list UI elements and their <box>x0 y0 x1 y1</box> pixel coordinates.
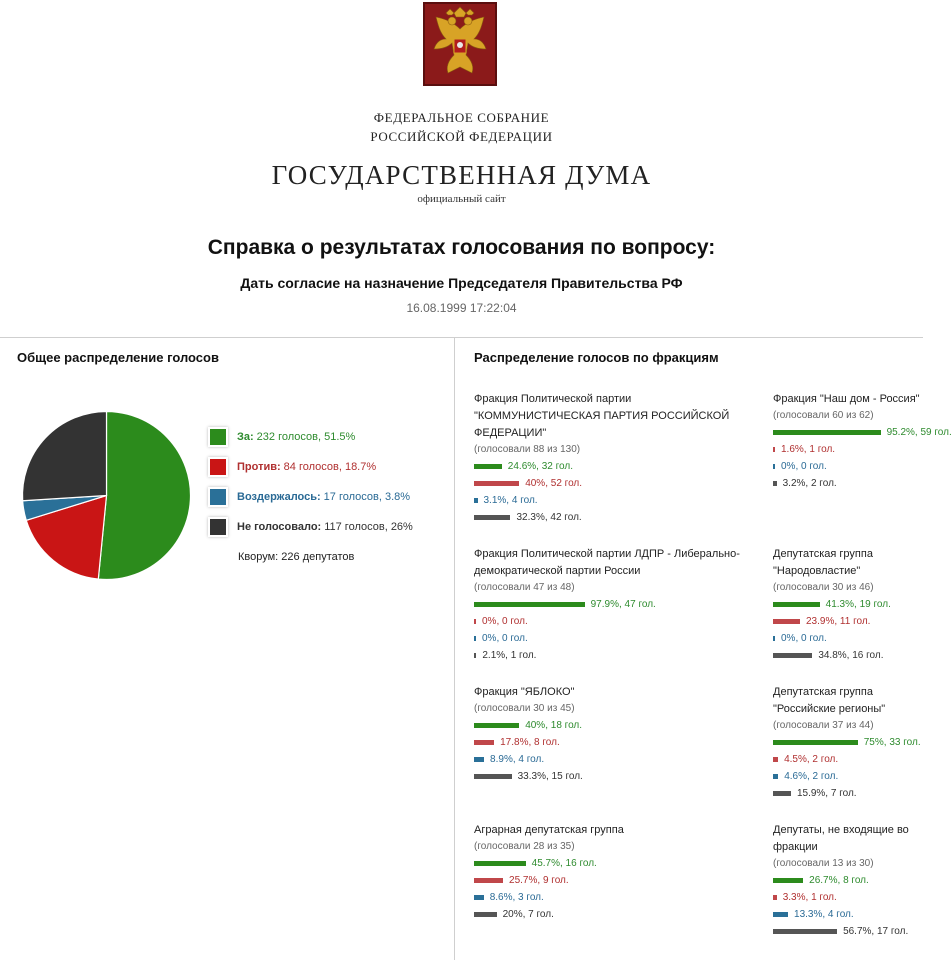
faction-name: Фракция Политической партии "КОММУНИСТИЧЕСКАЯ ПАРТИЯ РОССИЙСКОЙ ФЕДЕРАЦИИ" <box>474 393 730 439</box>
legend-item-vozderzhalos <box>210 486 410 508</box>
faction-bar-za <box>474 861 526 866</box>
faction-bar-ne-golosovalo <box>773 653 812 658</box>
legend-item-ne-golosovalo <box>210 516 413 538</box>
pie-slice-ne-golosovalo <box>23 412 107 501</box>
faction-bar-label-za: 75%, 33 гол. <box>863 737 921 748</box>
faction-bar-vozderzhalos <box>474 757 484 762</box>
faction-bar-row-za <box>474 596 759 613</box>
faction-bar-row-za <box>474 855 749 872</box>
faction-bar-label-protiv: 3.3%, 1 гол. <box>782 892 837 903</box>
faction-bar-vozderzhalos <box>773 774 778 779</box>
faction-bar-label-za: 41.3%, 19 гол. <box>825 599 891 610</box>
faction-bar-label-ne-golosovalo: 15.9%, 7 гол. <box>796 788 857 799</box>
faction-bar-label-ne-golosovalo: 20%, 7 гол. <box>502 909 554 920</box>
org-line-1: ФЕДЕРАЛЬНОЕ СОБРАНИЕ <box>373 110 550 125</box>
faction-bar-ne-golosovalo <box>773 791 791 796</box>
faction-bar-label-vozderzhalos: 13.3%, 4 гол. <box>794 909 854 920</box>
faction-bar-label-za: 45.7%, 16 гол. <box>531 858 597 869</box>
vote-datetime: 16.08.1999 17:22:04 <box>406 301 517 315</box>
faction-bar-label-vozderzhalos: 0%, 0 гол. <box>781 461 827 472</box>
faction-bar-label-za: 97.9%, 47 гол. <box>590 599 656 610</box>
faction-bar-protiv <box>474 481 519 486</box>
faction-block <box>773 684 923 802</box>
faction-bar-za <box>773 740 858 745</box>
faction-bar-label-vozderzhalos: 0%, 0 гол. <box>482 633 528 644</box>
faction-bar-label-ne-golosovalo: 3.2%, 2 гол. <box>782 478 837 489</box>
faction-name: Фракция "ЯБЛОКО" <box>474 686 575 698</box>
faction-bar-row-protiv <box>773 613 923 630</box>
faction-bar-label-za: 24.6%, 32 гол. <box>507 461 573 472</box>
faction-bar-ne-golosovalo <box>474 653 476 658</box>
legend-swatch-ne-golosovalo <box>210 519 226 535</box>
faction-bar-row-ne-golosovalo <box>773 785 923 802</box>
legend-text-za: 232 голосов, 51.5% <box>256 431 356 443</box>
faction-bar-row-ne-golosovalo <box>773 647 923 664</box>
org-line-2: РОССИЙСКОЙ ФЕДЕРАЦИИ <box>370 129 553 144</box>
faction-bar-row-za <box>474 717 749 734</box>
faction-bar-row-ne-golosovalo <box>474 509 749 526</box>
faction-bar-vozderzhalos <box>773 464 775 469</box>
faction-bar-label-za: 26.7%, 8 гол. <box>809 875 869 886</box>
overall-pie-chart <box>21 410 192 581</box>
faction-block <box>773 391 952 492</box>
faction-bar-vozderzhalos <box>474 498 478 503</box>
faction-bar-vozderzhalos <box>773 636 775 641</box>
legend-text-ne-golosovalo: 117 голосов, 26% <box>324 521 413 533</box>
faction-name: Фракция "Наш дом - Россия" <box>773 393 920 405</box>
faction-bar-label-protiv: 17.8%, 8 гол. <box>500 737 560 748</box>
faction-bar-label-vozderzhalos: 8.6%, 3 гол. <box>489 892 544 903</box>
faction-voted-count: (голосовали 13 из 30) <box>773 858 874 869</box>
faction-voted-count: (голосовали 28 из 35) <box>474 841 575 852</box>
faction-bar-row-za <box>773 872 923 889</box>
faction-bar-row-protiv <box>474 613 759 630</box>
faction-bar-label-ne-golosovalo: 33.3%, 15 гол. <box>517 771 583 782</box>
legend-item-za <box>210 426 355 448</box>
legend-label-protiv: Против: <box>237 461 281 473</box>
legend-label-ne-golosovalo: Не голосовало: <box>237 521 322 533</box>
faction-bar-za <box>474 464 502 469</box>
faction-block <box>474 822 749 923</box>
faction-bar-label-za: 40%, 18 гол. <box>525 720 583 731</box>
faction-bar-za <box>474 602 585 607</box>
faction-name: Депутаты, не входящие во фракции <box>773 824 909 853</box>
faction-bar-label-protiv: 4.5%, 2 гол. <box>784 754 839 765</box>
faction-bar-row-ne-golosovalo <box>773 475 923 492</box>
site-subtitle: официальный сайт <box>417 193 506 205</box>
legend-swatch-za <box>210 429 226 445</box>
faction-bar-protiv <box>773 757 778 762</box>
faction-bar-label-za: 95.2%, 59 гол. <box>886 427 952 438</box>
faction-bar-label-ne-golosovalo: 2.1%, 1 гол. <box>482 650 537 661</box>
faction-voted-count: (голосовали 60 из 62) <box>773 410 874 421</box>
faction-bar-row-protiv <box>773 889 923 906</box>
faction-bar-vozderzhalos <box>474 895 484 900</box>
faction-voted-count: (голосовали 37 из 44) <box>773 720 874 731</box>
faction-bar-za <box>773 430 881 435</box>
faction-bar-protiv <box>773 447 775 452</box>
faction-bar-protiv <box>773 619 800 624</box>
pie-slice-za <box>98 412 190 580</box>
faction-bar-label-protiv: 25.7%, 9 гол. <box>509 875 569 886</box>
faction-bar-za <box>773 878 803 883</box>
legend-text-protiv: 84 голосов, 18.7% <box>283 461 377 473</box>
faction-bar-label-protiv: 1.6%, 1 гол. <box>781 444 836 455</box>
faction-bar-label-vozderzhalos: 8.9%, 4 гол. <box>490 754 545 765</box>
faction-bar-protiv <box>773 895 777 900</box>
faction-bar-row-vozderzhalos <box>773 458 923 475</box>
faction-name: Фракция Политической партии ЛДПР - Либерально-демократической партии России <box>474 548 740 577</box>
faction-bar-za <box>474 723 519 728</box>
faction-bar-label-ne-golosovalo: 34.8%, 16 гол. <box>818 650 884 661</box>
faction-bar-row-vozderzhalos <box>773 768 923 785</box>
faction-bar-row-protiv <box>773 441 923 458</box>
faction-bar-vozderzhalos <box>474 636 476 641</box>
faction-bar-label-protiv: 0%, 0 гол. <box>482 616 528 627</box>
faction-bar-row-ne-golosovalo <box>773 923 923 940</box>
faction-block <box>474 684 749 785</box>
faction-bar-row-za <box>773 734 923 751</box>
legend-label-za: За: <box>237 431 254 443</box>
faction-bar-za <box>773 602 820 607</box>
faction-bar-ne-golosovalo <box>474 912 497 917</box>
faction-bar-vozderzhalos <box>773 912 788 917</box>
faction-bar-ne-golosovalo <box>773 481 777 486</box>
site-title[interactable]: ГОСУДАРСТВЕННАЯ ДУМА <box>271 160 652 190</box>
quorum-text: Кворум: 226 депутатов <box>238 551 355 563</box>
faction-voted-count: (голосовали 30 из 45) <box>474 703 575 714</box>
faction-bar-row-vozderzhalos <box>474 630 759 647</box>
legend-swatch-protiv <box>210 459 226 475</box>
faction-block <box>773 822 923 940</box>
faction-name: Депутатская группа "Российские регионы" <box>773 686 886 715</box>
faction-bar-row-protiv <box>474 475 749 492</box>
coat-of-arms-icon <box>424 3 496 85</box>
faction-bar-row-protiv <box>474 734 749 751</box>
faction-bar-row-za <box>773 596 923 613</box>
faction-bar-ne-golosovalo <box>474 774 512 779</box>
faction-bar-protiv <box>474 740 494 745</box>
faction-bar-row-vozderzhalos <box>474 492 749 509</box>
vote-question: Дать согласие на назначение Председателя Правительства РФ <box>240 275 683 291</box>
faction-bar-protiv <box>474 619 476 624</box>
faction-bar-ne-golosovalo <box>773 929 837 934</box>
faction-bar-row-protiv <box>474 872 749 889</box>
faction-bar-label-protiv: 40%, 52 гол. <box>525 478 583 489</box>
faction-name: Депутатская группа "Народовластие" <box>773 548 873 577</box>
page-title: Справка о результатах голосования по вопросу: <box>207 236 716 259</box>
divider-horizontal <box>0 337 923 338</box>
faction-bar-label-vozderzhalos: 4.6%, 2 гол. <box>784 771 839 782</box>
faction-bar-row-protiv <box>773 751 923 768</box>
faction-voted-count: (голосовали 88 из 130) <box>474 444 581 455</box>
faction-voted-count: (голосовали 30 из 46) <box>773 582 874 593</box>
faction-name: Аграрная депутатская группа <box>474 824 624 836</box>
divider-vertical <box>454 338 455 960</box>
faction-bar-row-vozderzhalos <box>474 889 749 906</box>
faction-block <box>773 546 923 664</box>
faction-bar-row-ne-golosovalo <box>474 647 759 664</box>
faction-bar-row-ne-golosovalo <box>474 906 749 923</box>
faction-bar-label-ne-golosovalo: 32.3%, 42 гол. <box>516 512 582 523</box>
faction-bar-row-ne-golosovalo <box>474 768 749 785</box>
legend-label-vozderzhalos: Воздержалось: <box>237 491 321 503</box>
legend-text-vozderzhalos: 17 голосов, 3.8% <box>323 491 411 503</box>
faction-block <box>474 391 749 526</box>
faction-bar-row-vozderzhalos <box>474 751 749 768</box>
faction-bar-row-vozderzhalos <box>773 906 923 923</box>
legend-item-protiv <box>210 456 376 478</box>
faction-bar-row-vozderzhalos <box>773 630 923 647</box>
legend-swatch-vozderzhalos <box>210 489 226 505</box>
faction-bar-label-ne-golosovalo: 56.7%, 17 гол. <box>843 926 909 937</box>
faction-bar-label-vozderzhalos: 0%, 0 гол. <box>781 633 827 644</box>
faction-bar-label-vozderzhalos: 3.1%, 4 гол. <box>483 495 538 506</box>
faction-voted-count: (голосовали 47 из 48) <box>474 582 575 593</box>
faction-bar-protiv <box>474 878 503 883</box>
factions-section-title: Распределение голосов по фракциям <box>474 350 719 365</box>
faction-bar-label-protiv: 23.9%, 11 гол. <box>806 616 871 627</box>
overall-section-title: Общее распределение голосов <box>17 350 219 365</box>
faction-bar-ne-golosovalo <box>474 515 510 520</box>
faction-bar-row-za <box>474 458 749 475</box>
faction-bar-row-za <box>773 424 952 441</box>
faction-block <box>474 546 759 664</box>
